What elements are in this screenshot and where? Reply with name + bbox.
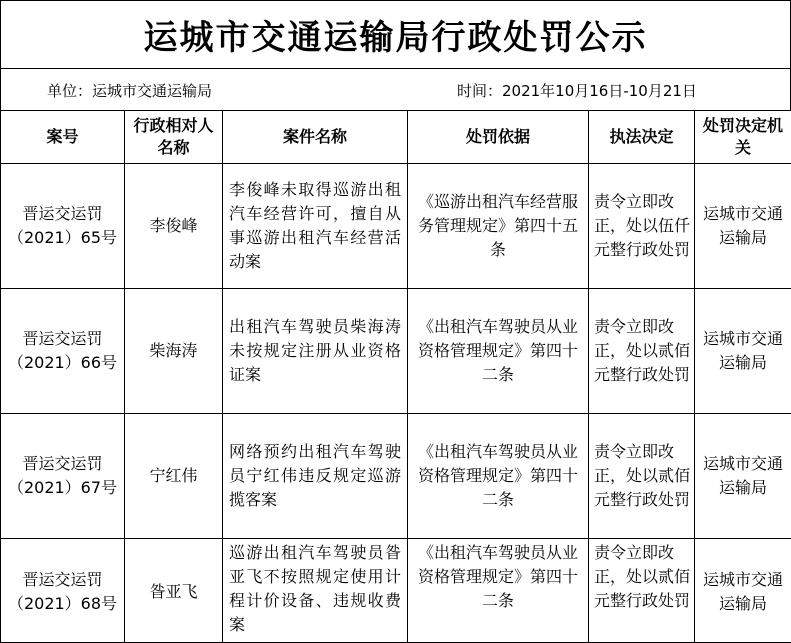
table-row [1, 289, 791, 414]
decision-cell: 责令立即改正，处以贰佰元整行政处罚 [589, 539, 695, 643]
table-header-row [1, 111, 791, 164]
case-name-cell: 李俊峰未取得巡游出租汽车经营许可，擅自从事巡游出租汽车经营活动案 [223, 164, 408, 289]
basis-cell: 《出租汽车驾驶员从业资格管理规定》第四十二条 [408, 414, 589, 539]
authority-cell: 运城市交通运输局 [695, 289, 791, 414]
time-range: 时间：2021年10月16日-10月21日 [457, 82, 697, 100]
meta-bar [0, 68, 791, 110]
header-case-name: 案件名称 [223, 111, 408, 164]
case-name-cell: 网络预约出租汽车驾驶员宁红伟违反规定巡游揽客案 [223, 414, 408, 539]
decision-cell: 责令立即改正，处以贰佰元整行政处罚 [589, 414, 695, 539]
person-cell: 李俊峰 [125, 164, 223, 289]
basis-cell: 《出租汽车驾驶员从业资格管理规定》第四十二条 [408, 289, 589, 414]
header-authority: 处罚决定机关 [695, 111, 791, 164]
authority-cell: 运城市交通运输局 [695, 539, 791, 643]
unit-label: 单位：运城市交通运输局 [47, 82, 213, 100]
person-cell: 宁红伟 [125, 414, 223, 539]
case-no-cell: 晋运交运罚（2021）65号 [1, 164, 125, 289]
case-name-cell: 巡游出租汽车驾驶员昝亚飞不按照规定使用计程计价设备、违规收费案 [223, 539, 408, 643]
decision-cell: 责令立即改正，处以伍仟元整行政处罚 [589, 164, 695, 289]
authority-cell: 运城市交通运输局 [695, 164, 791, 289]
table-row [1, 414, 791, 539]
page-title: 运城市交通运输局行政处罚公示 [0, 0, 791, 68]
penalty-table [0, 110, 791, 643]
person-cell: 柴海涛 [125, 289, 223, 414]
header-case-no: 案号 [1, 111, 125, 164]
table-row [1, 539, 791, 643]
header-decision: 执法决定 [589, 111, 695, 164]
case-no-cell: 晋运交运罚（2021）66号 [1, 289, 125, 414]
basis-cell: 《出租汽车驾驶员从业资格管理规定》第四十二条 [408, 539, 589, 643]
table-row [1, 164, 791, 289]
case-name-cell: 出租汽车驾驶员柴海涛未按规定注册从业资格证案 [223, 289, 408, 414]
case-no-cell: 晋运交运罚（2021）67号 [1, 414, 125, 539]
basis-cell: 《巡游出租汽车经营服务管理规定》第四十五条 [408, 164, 589, 289]
header-basis: 处罚依据 [408, 111, 589, 164]
case-no-cell: 晋运交运罚（2021）68号 [1, 539, 125, 643]
authority-cell: 运城市交通运输局 [695, 414, 791, 539]
decision-cell: 责令立即改正，处以贰佰元整行政处罚 [589, 289, 695, 414]
header-person: 行政相对人名称 [125, 111, 223, 164]
person-cell: 昝亚飞 [125, 539, 223, 643]
